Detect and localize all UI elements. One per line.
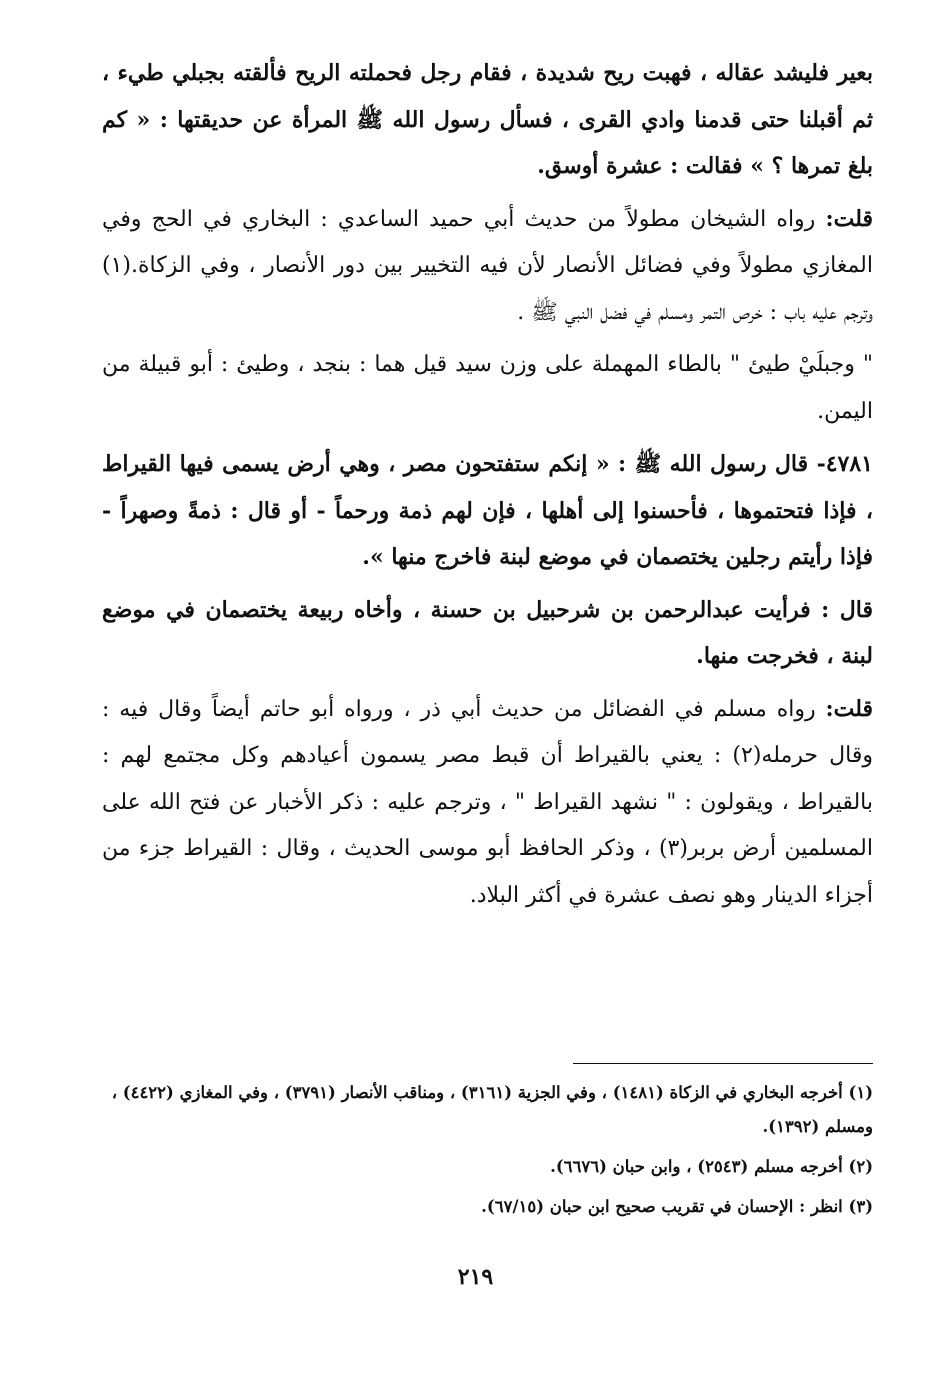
hadith-continuation: بعير فليشد عقاله ، فهبت ريح شديدة ، فقام رجل فحملته الريح فألقته بجبلي طيء ، ثم أقبلنا حتى قدمنا وادي القرى ، فسأل رسول الله ﷺ المرأة عن حديقتها : « كم بلغ تمرها ؟ » فقالت : عشرة أوسق.	[102, 60, 874, 179]
footnote-3: (٣) انظر : الإحسان في تقريب صحيح ابن حبان (٦٧/١٥).	[481, 1197, 873, 1216]
narrator-statement: قال : فرأيت عبدالرحمن بن شرحبيل بن حسنة ، وأخاه ربيعة يختصمان في موضع لبنة ، فخرجت منها.	[102, 596, 873, 669]
page-number: ٢١٩	[457, 1264, 494, 1290]
footnote-divider	[573, 1063, 873, 1064]
commentary-label: قلت:	[825, 695, 873, 722]
commentary-shaykhan	[102, 196, 873, 337]
footnote-1: (١) أخرجه البخاري في الزكاة (١٤٨١) ، وفي الجزية (٣١٦١) ، ومناقب الأنصار (٣٧٩١) ، وفي المغازي (٤٤٢٢) ، ومسلم (١٣٩٢).	[111, 1083, 873, 1136]
footnote-2: (٢) أخرجه مسلم (٢٥٤٣) ، وابن حبان (٦٦٧٦).	[550, 1157, 873, 1176]
commentary-text: رواه مسلم في الفضائل من حديث أبي ذر ، ورواه أبو حاتم أيضاً وقال فيه : وقال حرمله(٢) : يعني بالقيراط أن قبط مصر يسمون أعيادهم وكل مجتمع لهم : بالقيراط ، ويقولون : " نشهد القيراط " ، وترجم عليه : ذكر الأخبار عن فتح الله على المسلمين أرض بربر(٣) ، وذكر الحافظ أبو موسى الحديث ، وقال : القيراط جزء من أجزاء الدينار وهو نصف عشرة في أكثر البلاد.	[102, 696, 873, 908]
hadith-4781: ٤٧٨١- قال رسول الله ﷺ : « إنكم ستفتحون مصر ، وهي أرض يسمى فيها القيراط ، فإذا فتحتموها ، فأحسنوا إلى أهلها ، فإن لهم ذمة ورحماً - أو قال : ذمةً وصهراً - فإذا رأيتم رجلين يختصمان في موضع لبنة فاخرج منها ».	[102, 451, 873, 570]
footnotes	[102, 1076, 873, 1230]
commentary-muslim	[102, 686, 873, 920]
commentary-label: قلت:	[825, 205, 873, 232]
commentary-text: رواه الشيخان مطولاً من حديث أبي حميد الساعدي : البخاري في الحج وفي المغازي مطولاً وفي فضائل الأنصار لأن فيه التخيير بين دور الأنصار ، وفي الزكاة.(١) وترجم عليه باب : خرص التمر ومسلم في فضل النبي ﷺ .	[102, 206, 873, 325]
note-jabalay-tayy: " وجبلَيْ طيئ " بالطاء المهملة على وزن سيد قيل هما : بنجد ، وطيئ : أبو قبيلة من اليمن.	[102, 352, 873, 424]
